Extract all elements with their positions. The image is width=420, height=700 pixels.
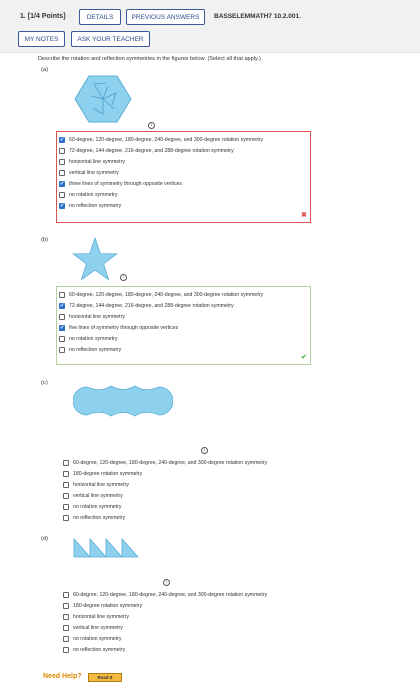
option-row[interactable]	[63, 469, 142, 478]
option-label: no reflection symmetry	[73, 646, 126, 653]
checkbox[interactable]	[59, 292, 65, 298]
part-c-label: (c)	[41, 380, 48, 386]
checkbox[interactable]	[59, 137, 65, 143]
option-row[interactable]	[63, 502, 121, 511]
checkbox[interactable]	[59, 203, 65, 209]
checkbox[interactable]	[63, 504, 69, 510]
checkbox[interactable]	[63, 493, 69, 499]
previous-answers-button[interactable]: PREVIOUS ANSWERS	[126, 9, 205, 25]
option-row[interactable]	[63, 458, 267, 467]
checkbox[interactable]	[63, 592, 69, 598]
checkbox[interactable]	[63, 460, 69, 466]
sawtooth-figure	[73, 538, 139, 558]
option-label: 72-degree, 144-degree, 216-degree, and 288-degree rotation symmetry	[69, 302, 234, 309]
option-label: 60-degree, 120-degree, 180-degree, 240-degree, and 300-degree rotation symmetry	[69, 136, 264, 143]
star-figure	[72, 237, 118, 281]
checkbox[interactable]	[63, 482, 69, 488]
option-label: no rotation symmetry	[73, 503, 122, 510]
option-row[interactable]	[63, 623, 123, 632]
part-d-label: (d)	[41, 536, 49, 542]
checkbox[interactable]	[63, 636, 69, 642]
option-label: 180-degree rotation symmetry	[73, 470, 143, 477]
checkbox[interactable]	[59, 181, 65, 187]
option-label: no rotation symmetry	[69, 335, 118, 342]
option-row[interactable]	[63, 480, 129, 489]
option-row[interactable]	[59, 146, 234, 155]
checkbox[interactable]	[63, 647, 69, 653]
checkbox[interactable]	[59, 170, 65, 176]
checkbox[interactable]	[59, 148, 65, 154]
checkbox[interactable]	[63, 603, 69, 609]
part-b-answer-box	[56, 286, 311, 365]
read-it-button[interactable]: Read It	[88, 673, 122, 682]
option-label: no reflection symmetry	[69, 202, 122, 209]
option-row[interactable]	[63, 513, 125, 522]
checkbox[interactable]	[63, 625, 69, 631]
option-label: 60-degree, 120-degree, 180-degree, 240-degree, and 300-degree rotation symmetry	[73, 459, 268, 466]
info-icon[interactable]: i	[148, 122, 155, 129]
option-label: no reflection symmetry	[73, 514, 126, 521]
points-label: [1/4 Points]	[27, 13, 66, 20]
option-label: horizontal line symmetry	[73, 481, 129, 488]
option-row[interactable]	[59, 135, 263, 144]
question-header	[0, 0, 420, 53]
option-label: vertical line symmetry	[69, 169, 119, 176]
checkbox[interactable]	[59, 325, 65, 331]
checkbox[interactable]	[63, 515, 69, 521]
checkbox[interactable]	[59, 192, 65, 198]
checkbox[interactable]	[59, 303, 65, 309]
part-a-answer-box	[56, 131, 311, 223]
option-row[interactable]	[63, 634, 121, 643]
incorrect-icon: ✖	[301, 212, 307, 219]
scalloped-figure	[73, 383, 173, 419]
option-row[interactable]	[59, 301, 234, 310]
info-icon[interactable]: i	[163, 579, 170, 586]
option-row[interactable]	[63, 645, 125, 654]
info-icon[interactable]: i	[201, 447, 208, 454]
my-notes-button[interactable]: MY NOTES	[18, 31, 65, 47]
option-label: 60-degree, 120-degree, 180-degree, 240-degree, and 300-degree rotation symmetry	[69, 291, 264, 298]
option-row[interactable]	[63, 612, 129, 621]
option-label: 72-degree, 144-degree, 216-degree, and 288-degree rotation symmetry	[69, 147, 234, 154]
question-prompt: Describe the rotation and reflection symmetries in the figures below. (Select all that apply.)	[38, 56, 261, 62]
need-help-label: Need Help?	[43, 673, 82, 680]
option-row[interactable]	[63, 601, 142, 610]
option-row[interactable]	[59, 190, 117, 199]
option-row[interactable]	[59, 323, 178, 332]
option-label: no reflection symmetry	[69, 346, 122, 353]
option-row[interactable]	[63, 590, 267, 599]
option-row[interactable]	[59, 201, 121, 210]
question-number: 1. [1/4 Points]	[20, 13, 66, 20]
option-row[interactable]	[59, 345, 121, 354]
option-row[interactable]	[59, 312, 125, 321]
problem-code: BASSELEMMATH7 10.2.001.	[214, 13, 301, 20]
option-row[interactable]	[59, 290, 263, 299]
part-d-answer-box	[62, 589, 322, 659]
option-label: vertical line symmetry	[73, 624, 123, 631]
option-label: five lines of symmetry through opposite vertices	[69, 324, 179, 331]
part-a-label: (a)	[41, 67, 49, 73]
hexagon-figure	[72, 74, 134, 124]
option-row[interactable]	[59, 168, 119, 177]
checkbox[interactable]	[59, 159, 65, 165]
option-label: no rotation symmetry	[73, 635, 122, 642]
correct-icon: ✔	[301, 354, 307, 361]
part-b-label: (b)	[41, 237, 49, 243]
option-row[interactable]	[59, 334, 117, 343]
checkbox[interactable]	[59, 336, 65, 342]
checkbox[interactable]	[63, 614, 69, 620]
ask-your-teacher-button[interactable]: ASK YOUR TEACHER	[71, 31, 150, 47]
option-label: 180-degree rotation symmetry	[73, 602, 143, 609]
checkbox[interactable]	[63, 471, 69, 477]
checkbox[interactable]	[59, 347, 65, 353]
option-label: vertical line symmetry	[73, 492, 123, 499]
checkbox[interactable]	[59, 314, 65, 320]
option-row[interactable]	[59, 157, 125, 166]
info-icon[interactable]: i	[120, 274, 127, 281]
option-label: horizontal line symmetry	[69, 313, 125, 320]
option-label: horizontal line symmetry	[69, 158, 125, 165]
option-label: horizontal line symmetry	[73, 613, 129, 620]
option-row[interactable]	[59, 179, 182, 188]
option-label: three lines of symmetry through opposite vertices	[69, 180, 183, 187]
details-button[interactable]: DETAILS	[79, 9, 121, 25]
option-row[interactable]	[63, 491, 123, 500]
part-c-answer-box	[62, 457, 322, 527]
option-label: no rotation symmetry	[69, 191, 118, 198]
option-label: 60-degree, 120-degree, 180-degree, 240-degree, and 300-degree rotation symmetry	[73, 591, 268, 598]
